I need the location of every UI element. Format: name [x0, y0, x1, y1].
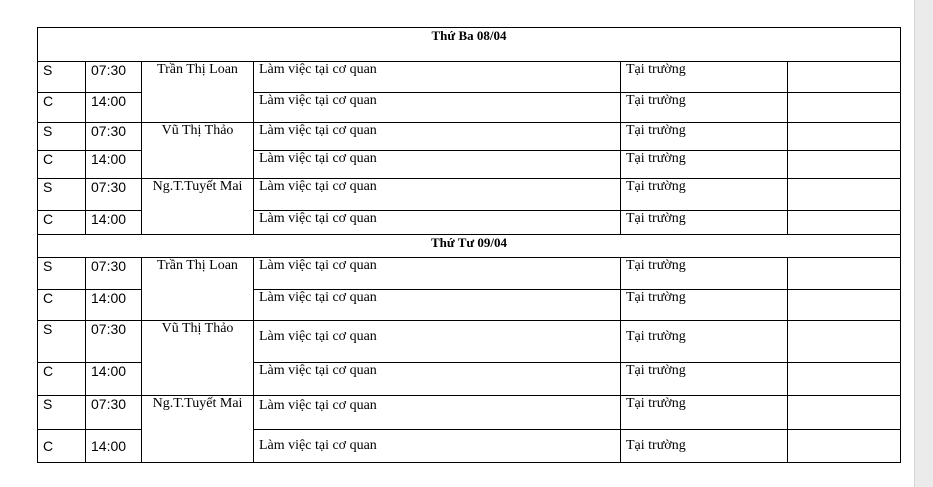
session-cell: S: [38, 123, 86, 151]
task-cell: Làm việc tại cơ quan: [254, 321, 621, 363]
time-cell: 07:30: [86, 321, 142, 363]
place-cell: Tại trường: [621, 151, 788, 179]
schedule-table: [37, 27, 901, 463]
session-cell: S: [38, 62, 86, 93]
person-cell: Ng.T.Tuyết Mai: [142, 179, 254, 235]
day-title: Thứ Tư 09/04: [38, 235, 901, 258]
note-cell: [788, 396, 901, 430]
person-cell: Vũ Thị Thảo: [142, 123, 254, 179]
task-cell: Làm việc tại cơ quan: [254, 363, 621, 396]
session-cell: C: [38, 290, 86, 321]
table-row: [38, 396, 901, 430]
session-cell: C: [38, 151, 86, 179]
note-cell: [788, 179, 901, 211]
place-cell: Tại trường: [621, 321, 788, 363]
day-title: Thứ Ba 08/04: [38, 28, 901, 62]
session-cell: S: [38, 258, 86, 290]
time-cell: 14:00: [86, 363, 142, 396]
day-header-row: [38, 235, 901, 258]
time-cell: 14:00: [86, 93, 142, 123]
place-cell: Tại trường: [621, 363, 788, 396]
task-cell: Làm việc tại cơ quan: [254, 430, 621, 463]
time-cell: 07:30: [86, 62, 142, 93]
time-cell: 07:30: [86, 396, 142, 430]
note-cell: [788, 290, 901, 321]
note-cell: [788, 321, 901, 363]
time-cell: 07:30: [86, 179, 142, 211]
time-cell: 14:00: [86, 211, 142, 235]
note-cell: [788, 93, 901, 123]
task-cell: Làm việc tại cơ quan: [254, 396, 621, 430]
task-cell: Làm việc tại cơ quan: [254, 179, 621, 211]
session-cell: S: [38, 396, 86, 430]
task-cell: Làm việc tại cơ quan: [254, 123, 621, 151]
place-cell: Tại trường: [621, 396, 788, 430]
time-cell: 07:30: [86, 123, 142, 151]
place-cell: Tại trường: [621, 93, 788, 123]
place-cell: Tại trường: [621, 258, 788, 290]
place-cell: Tại trường: [621, 179, 788, 211]
table-row: [38, 321, 901, 363]
place-cell: Tại trường: [621, 290, 788, 321]
place-cell: Tại trường: [621, 430, 788, 463]
session-cell: C: [38, 430, 86, 463]
task-cell: Làm việc tại cơ quan: [254, 93, 621, 123]
session-cell: S: [38, 321, 86, 363]
session-cell: C: [38, 211, 86, 235]
note-cell: [788, 211, 901, 235]
person-cell: Trần Thị Loan: [142, 62, 254, 123]
session-cell: C: [38, 363, 86, 396]
note-cell: [788, 62, 901, 93]
time-cell: 14:00: [86, 290, 142, 321]
person-cell: Ng.T.Tuyết Mai: [142, 396, 254, 463]
place-cell: Tại trường: [621, 211, 788, 235]
task-cell: Làm việc tại cơ quan: [254, 290, 621, 321]
time-cell: 07:30: [86, 258, 142, 290]
time-cell: 14:00: [86, 430, 142, 463]
person-cell: Vũ Thị Thảo: [142, 321, 254, 396]
table-row: [38, 258, 901, 290]
place-cell: Tại trường: [621, 123, 788, 151]
task-cell: Làm việc tại cơ quan: [254, 211, 621, 235]
table-row: [38, 62, 901, 93]
place-cell: Tại trường: [621, 62, 788, 93]
person-cell: Trần Thị Loan: [142, 258, 254, 321]
note-cell: [788, 258, 901, 290]
note-cell: [788, 123, 901, 151]
note-cell: [788, 363, 901, 396]
day-header-row: [38, 28, 901, 62]
note-cell: [788, 151, 901, 179]
note-cell: [788, 430, 901, 463]
task-cell: Làm việc tại cơ quan: [254, 62, 621, 93]
task-cell: Làm việc tại cơ quan: [254, 151, 621, 179]
page-margin: [914, 0, 933, 487]
session-cell: S: [38, 179, 86, 211]
session-cell: C: [38, 93, 86, 123]
table-row: [38, 179, 901, 211]
task-cell: Làm việc tại cơ quan: [254, 258, 621, 290]
table-row: [38, 123, 901, 151]
time-cell: 14:00: [86, 151, 142, 179]
